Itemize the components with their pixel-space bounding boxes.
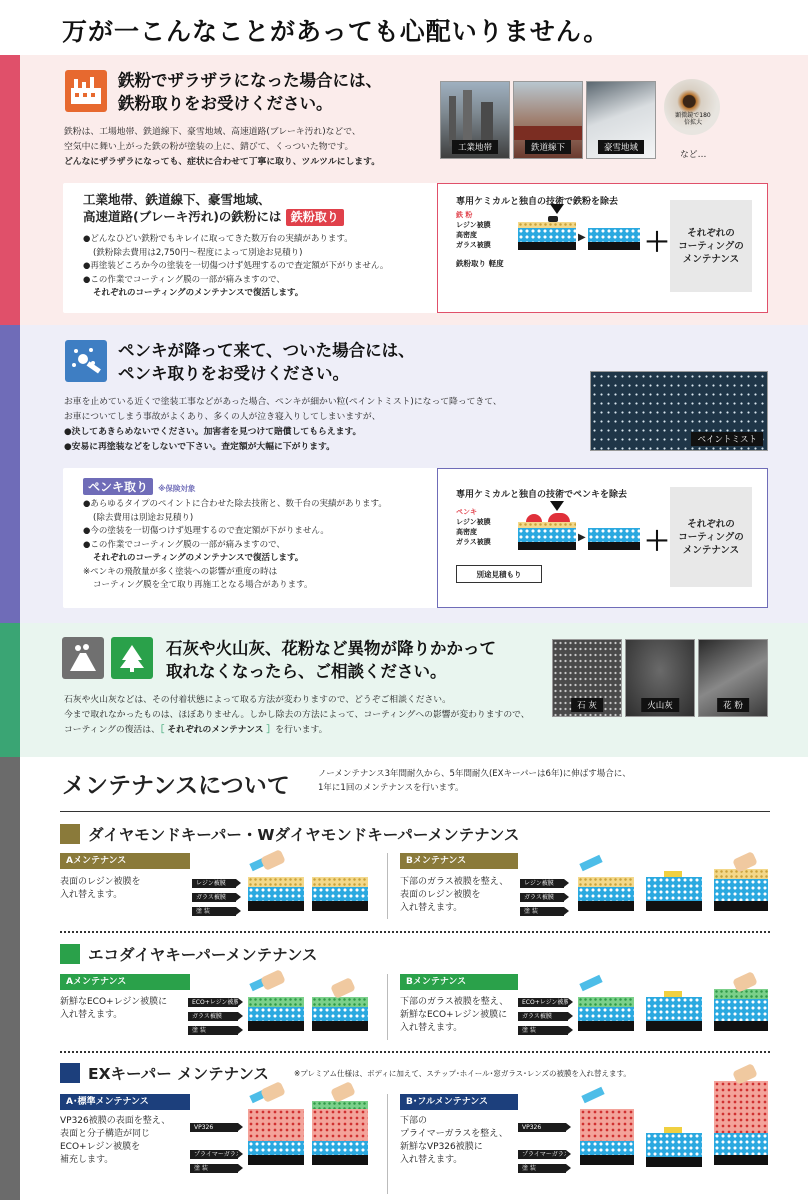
diamond-b-desc: 下部のガラス被膜を整え、 表面のレジン被膜を 入れ替えます。: [400, 877, 509, 913]
ash-text-3c: を行います。: [275, 725, 328, 735]
ash-section-bar: [0, 623, 20, 757]
photo-label-snow: 豪雪地域: [598, 140, 644, 154]
diamond-a-before: [248, 877, 304, 911]
photo-label-volcanic-ash: 火山灰: [641, 698, 679, 712]
paint-bullet-6: ※ペンキの飛散量が多く塗装への影響が重度の時は: [83, 566, 278, 577]
photo-volcanic-ash: [625, 639, 695, 717]
paint-insurance-note: ※保険対象: [158, 484, 196, 493]
eco-title: エコダイヤキーパーメンテナンス: [88, 946, 318, 964]
iron-bullet-3: ●再塗装どころか今の塗装を一切傷つけず処理するので査定額が下がりません。: [83, 261, 389, 271]
photo-label-pollen: 花 粉: [717, 698, 749, 712]
photo-paint-mist: [590, 371, 768, 451]
label-primer-glass: プライマーガラス: [190, 1150, 238, 1159]
paint-service-box: [63, 468, 768, 608]
iron-diagram-frame: [437, 183, 768, 313]
photo-label-railway: 鉄道線下: [525, 140, 571, 154]
label-glass: ガラス被膜: [188, 1012, 238, 1021]
down-arrow-icon: [550, 204, 564, 214]
iron-diag-label-3: 高密度: [456, 231, 477, 239]
diamond-a-desc: 表面のレジン被膜を 入れ替えます。: [60, 877, 141, 900]
maintenance-section: [0, 757, 808, 1200]
label-paint: 塗 装: [190, 1164, 238, 1173]
paint-heading-line2: ペンキ取りをお受けください。: [118, 364, 349, 383]
paint-text-4: ●安易に再塗装などをしないで下さい。査定額が大幅に下がります。: [64, 442, 335, 452]
eco-a-tag: Aメンテナンス: [60, 974, 190, 990]
iron-box-title-1: 工業地帯、鉄道線下、豪雪地域、: [83, 192, 271, 207]
paint-bullet-7: コーティング膜を全て取り再施工となる場合があります。: [93, 580, 313, 590]
iron-etc: など…: [680, 150, 707, 160]
paint-bullet-1: ●あらゆるタイプのペイントに合わせた除去技術と、数千台の実績があります。: [83, 499, 387, 509]
paint-bullet-2: (除去費用は別途お見積り): [93, 512, 194, 523]
iron-diag-label-4: ガラス被膜: [456, 241, 491, 249]
label-paint: 塗 装: [520, 907, 564, 916]
label-paint: 塗 装: [188, 1026, 238, 1035]
iron-text-3: どんなにザラザラになっても、症状に合わせて丁寧に取り、ツルツルにします。: [64, 157, 380, 167]
diamond-a-tag: Aメンテナンス: [60, 853, 190, 869]
paint-heading-line1: ペンキが降って来て、ついた場合には、: [118, 341, 415, 360]
paint-diagram-title: 専用ケミカルと独自の技術でペンキを除去: [456, 490, 628, 500]
eco-color-square: [60, 944, 80, 964]
paint-diag-label-2: レジン被膜: [456, 518, 491, 526]
iron-service-box: [63, 183, 768, 313]
ash-text-3b: それぞれのメンテナンス: [167, 725, 264, 735]
ash-text-3a: コーティングの復活は、: [64, 725, 160, 735]
page-title: 万が一こんなことがあっても心配いりません。: [62, 17, 610, 46]
paint-drop-icon: [65, 340, 107, 382]
iron-heading-line1: 鉄粉でザラザラになった場合には、: [118, 71, 382, 90]
paint-bullet-4: ●この作業でコーティング膜の一部が痛みますので、: [83, 539, 285, 550]
ex-title: EXキーパー メンテナンス: [88, 1065, 269, 1083]
paint-estimate-badge: 別途見積もり: [456, 565, 542, 583]
paint-text-3: ●決してあきらめないでください。加害者を見つけて賠償してもらえます。: [64, 427, 362, 437]
iron-bullet-4: ●この作業でコーティング膜の一部が痛みますので、: [83, 274, 285, 285]
label-paint: 塗 装: [518, 1026, 568, 1035]
label-glass: ガラス被膜: [192, 893, 236, 902]
label-paint: 塗 装: [192, 907, 236, 916]
ex-a-tag: A･標準メンテナンス: [60, 1094, 190, 1110]
paint-bullet-5: それぞれのコーティングのメンテナンスで復活します。: [93, 553, 304, 563]
volcano-icon: [62, 637, 104, 679]
photo-pollen: [698, 639, 768, 717]
ex-a-desc: VP326被膜の表面を整え、 表面と分子構造が同じ ECO+レジン被膜を 補充します。: [60, 1116, 171, 1165]
diamond-title: ダイヤモンドキーパー・Wダイヤモンドキーパーメンテナンス: [88, 826, 520, 844]
label-eco-resin: ECO+レジン被膜: [188, 998, 238, 1007]
iron-heading-line2: 鉄粉取りをお受けください。: [118, 94, 333, 113]
label-resin: レジン被膜: [520, 879, 564, 888]
iron-removal-pill: 鉄粉取り: [286, 209, 344, 226]
paint-diagram-frame: [437, 468, 768, 608]
label-eco-resin: ECO+レジン被膜: [518, 998, 568, 1007]
ash-text-1: 石灰や火山灰などは、その付着状態によって取る方法が変わりますので、どうぞご相談ください。: [64, 695, 451, 705]
ex-note: ※プレミアム仕様は、ボディに加えて、ステップ･ホイール･窓ガラス･レンズの被膜を入れ替えます。: [294, 1069, 631, 1078]
iron-diag-label-2: レジン被膜: [456, 221, 491, 229]
diamond-b-tag: Bメンテナンス: [400, 853, 518, 869]
paint-bullet-3: ●今の塗装を一切傷つけず処理するので査定額が下がりません。: [83, 526, 329, 536]
paint-removal-pill: ペンキ取り: [83, 478, 153, 495]
iron-section: [0, 55, 808, 325]
maintenance-note-1: ノーメンテナンス3年間耐久から、5年間耐久(EXキーパーは6年)に伸ばす場合に、: [318, 769, 631, 779]
pollen-tree-icon: [111, 637, 153, 679]
iron-diag-label-1: 鉄 粉: [456, 211, 473, 219]
ex-b-desc: 下部の プライマーガラスを整え、 新鮮なVP326被膜に 入れ替えます。: [400, 1116, 508, 1165]
plus-icon: ＋: [644, 228, 671, 258]
iron-diagram-title: 専用ケミカルと独自の技術で鉄粉を除去: [456, 197, 619, 207]
ex-color-square: [60, 1063, 80, 1083]
photo-industrial: [440, 81, 510, 159]
paint-diag-label-3: 高密度: [456, 528, 477, 536]
maintenance-title: メンテナンスについて: [62, 773, 290, 799]
iron-box-title-2: 高速道路(ブレーキ汚れ)の鉄粉には: [83, 209, 282, 224]
factory-icon: [65, 70, 107, 112]
paint-diag-label-1: ペンキ: [456, 508, 477, 516]
iron-bullet-1: ●どんなひどい鉄粉でもキレイに取ってきた数万台の実績があります。: [83, 234, 353, 244]
eco-a-desc: 新鮮なECO+レジン被膜に 入れ替えます。: [60, 997, 168, 1020]
label-vp326: VP326: [190, 1123, 238, 1132]
photo-label-lime: 石 灰: [571, 698, 603, 712]
label-primer-glass: プライマーガラス: [518, 1150, 566, 1159]
ash-heading-line1: 石灰や火山灰、花粉など異物が降りかかって: [166, 639, 496, 658]
paint-maintenance-box: それぞれの コーティングの メンテナンス: [670, 487, 752, 587]
eco-b-tag: Bメンテナンス: [400, 974, 518, 990]
right-arrow-icon: ▶: [578, 232, 586, 243]
iron-text-1: 鉄粉は、工場地帯、鉄道線下、豪雪地域、高速道路(ブレーキ汚れ)などで、: [64, 127, 361, 137]
iron-section-bar: [0, 55, 20, 325]
ash-text-2: 今まで取れなかったものは、ほぼありません。しかし除去の方法によって、コーティングへの影響が変わりますので、: [64, 710, 530, 720]
paint-blob-icon: [548, 513, 570, 522]
iron-diag-note: 鉄粉取り 軽度: [456, 259, 504, 268]
ash-heading-line2: 取れなくなったら、ご相談ください。: [166, 662, 447, 681]
microscope-label: 顕微鏡で180倍拡大: [675, 112, 711, 126]
photo-railway: [513, 81, 583, 159]
paint-section: [0, 325, 808, 623]
right-arrow-icon: ▶: [578, 532, 586, 543]
photo-label-paint-mist: ペイントミスト: [691, 432, 763, 446]
eco-b-desc: 下部のガラス被膜を整え、 新鮮なECO+レジン被膜に 入れ替えます。: [400, 997, 509, 1033]
photo-lime: [552, 639, 622, 717]
label-paint: 塗 装: [518, 1164, 566, 1173]
maintenance-section-bar: [0, 757, 20, 1200]
iron-bullet-2: (鉄粉除去費用は2,750円～程度によって別途お見積り): [93, 247, 303, 258]
photo-snow: [586, 81, 656, 159]
paint-diag-label-4: ガラス被膜: [456, 538, 491, 546]
down-arrow-icon: [550, 501, 564, 511]
ex-b-tag: B･フルメンテナンス: [400, 1094, 518, 1110]
paint-blob-icon: [526, 514, 542, 522]
diamond-a-after: [312, 877, 368, 911]
paint-section-bar: [0, 325, 20, 623]
label-glass: ガラス被膜: [520, 893, 564, 902]
microscope-photo: [664, 79, 720, 135]
label-glass: ガラス被膜: [518, 1012, 568, 1021]
ash-section: 石灰や火山灰、花粉など異物が降りかかって 取れなくなったら、ご相談ください。 石灰や火山灰などは、その付着状態によって取る方法が変わりますので、どうぞご相談ください。 今まで取れなかったものは、ほぼありません。しかし除去の方法によって、コーティングへの影響が変わりますので、 コーティングの復活は、［ それぞれのメンテナンス ］を行います。 石 灰 火山灰 花 粉: [0, 623, 808, 757]
label-resin: レジン被膜: [192, 879, 236, 888]
label-vp326: VP326: [518, 1123, 566, 1132]
paint-text-1: お車を止めている近くで塗装工事などがあった場合、ペンキが細かい粒(ペイントミスト)になって降ってきて、: [64, 397, 502, 407]
diamond-color-square: [60, 824, 80, 844]
iron-text-2: 空気中に舞い上がった鉄の粉が塗装の上に、錆びて、くっついた物です。: [64, 142, 354, 152]
maintenance-note-2: 1年に1回のメンテナンスを行います。: [318, 783, 464, 793]
paint-text-2: お車についてしまう事故がよくあり、多くの人が泣き寝入りしてしまいますが、: [64, 412, 381, 422]
iron-bullet-5: それぞれのコーティングのメンテナンスで復活します。: [93, 288, 304, 298]
plus-icon: ＋: [644, 527, 671, 557]
iron-maintenance-box: それぞれの コーティングの メンテナンス: [670, 200, 752, 292]
photo-label-industrial: 工業地帯: [452, 140, 498, 154]
